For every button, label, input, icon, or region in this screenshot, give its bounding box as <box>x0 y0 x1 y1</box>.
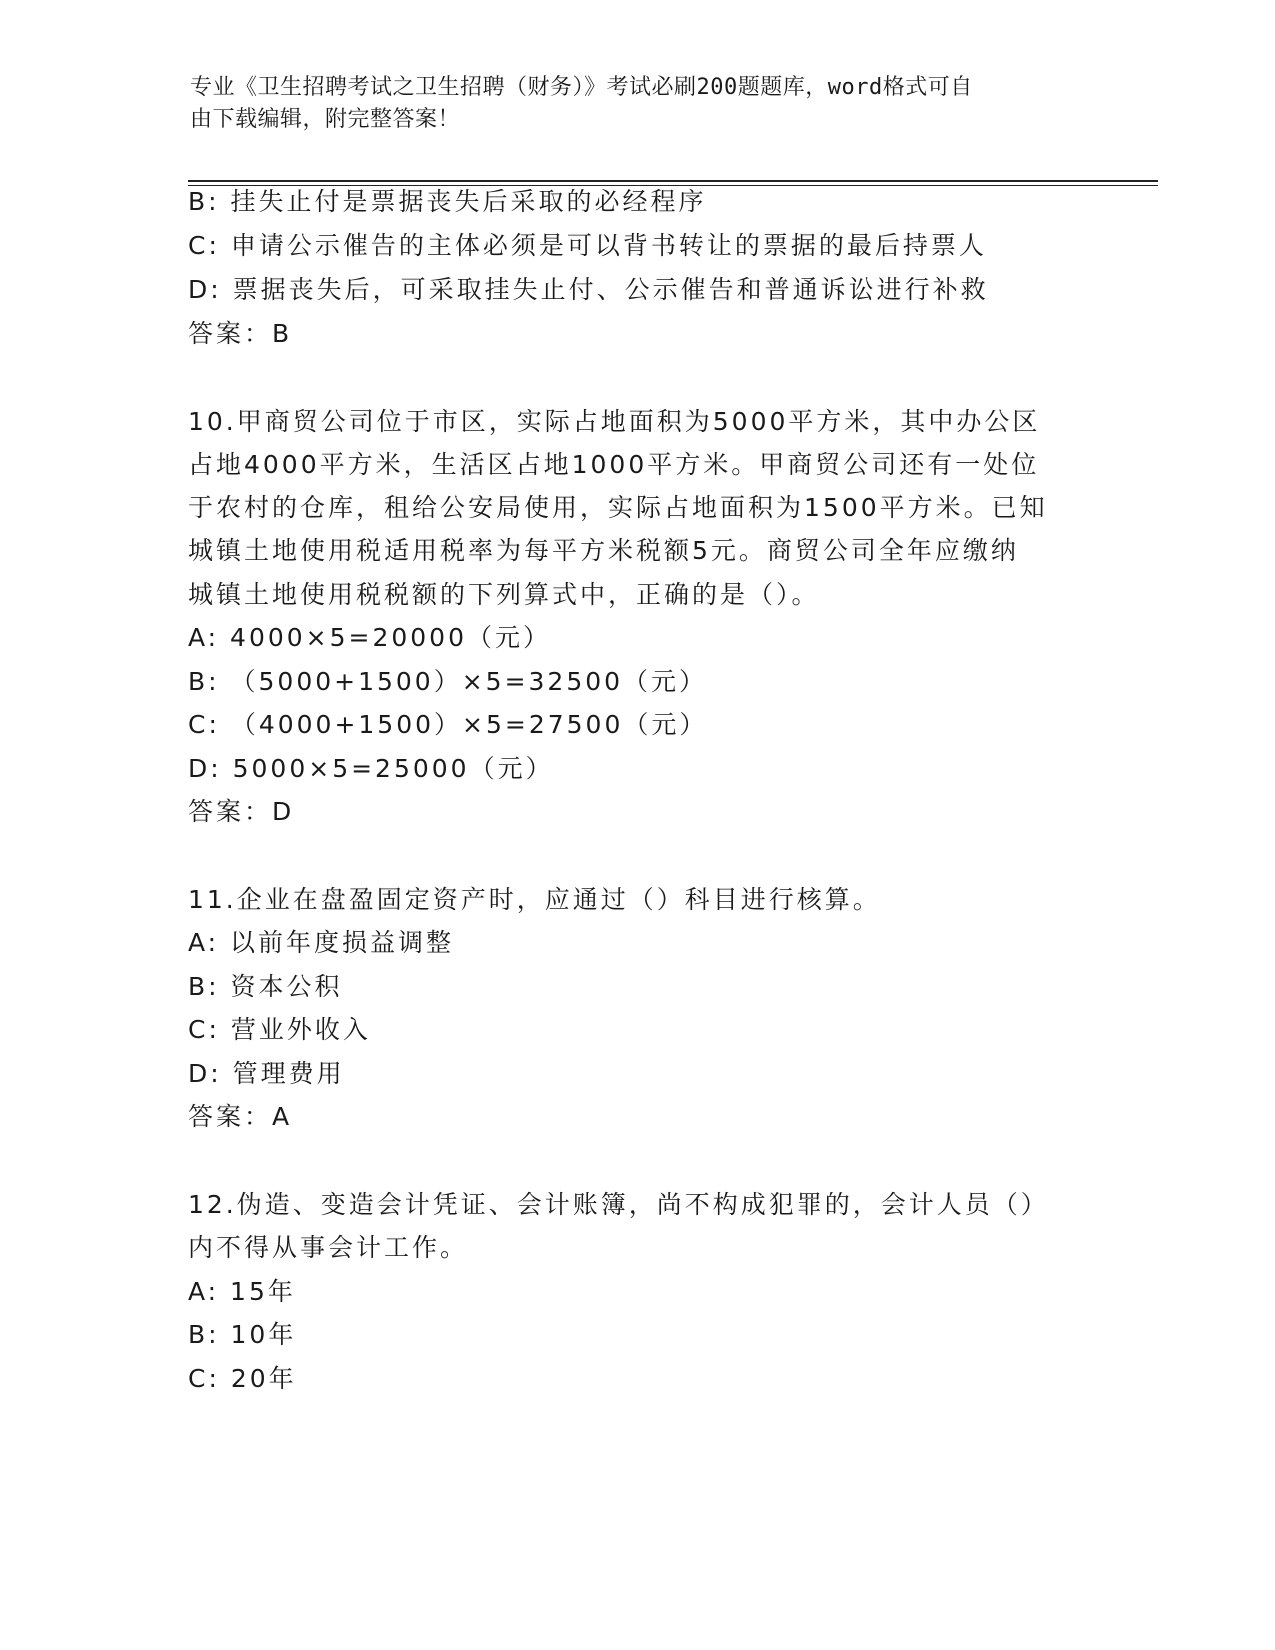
q10-answer: 答案：D <box>188 797 295 826</box>
q11-answer: 答案：A <box>188 1102 293 1131</box>
q10-stem-line-3: 于农村的仓库，租给公安局使用，实际占地面积为1500平方米。已知 <box>188 493 1048 522</box>
q10-option-a: A: 4000×5=20000（元） <box>188 623 551 652</box>
q12-option-b: B: 10年 <box>188 1320 297 1349</box>
q10-option-d: D: 5000×5=25000（元） <box>188 754 554 783</box>
q10-stem-line-2: 占地4000平方米，生活区占地1000平方米。甲商贸公司还有一处位 <box>188 450 1040 479</box>
header-line-1: 专业《卫生招聘考试之卫生招聘（财务）》考试必刷200题题库，word格式可自 <box>190 75 973 100</box>
q11-option-d: D: 管理费用 <box>188 1059 345 1088</box>
q12-stem-line-1: 12.伪造、变造会计凭证、会计账簿，尚不构成犯罪的，会计人员（） <box>188 1190 1049 1219</box>
q10-stem-line-4: 城镇土地使用税适用税率为每平方米税额5元。商贸公司全年应缴纳 <box>188 536 1019 565</box>
q12-option-a: A: 15年 <box>188 1277 296 1306</box>
q11-option-b: B: 资本公积 <box>188 972 343 1001</box>
q10-option-b: B: （5000+1500）×5=32500（元） <box>188 667 708 696</box>
q11-stem-line-1: 11.企业在盘盈固定资产时，应通过（）科目进行核算。 <box>188 885 881 914</box>
q9-answer: 答案：B <box>188 319 293 348</box>
q11-option-a: A: 以前年度损益调整 <box>188 928 455 957</box>
header-line-2: 由下载编辑，附完整答案！ <box>190 107 461 132</box>
document-header <box>190 72 1090 136</box>
q11-option-c: C: 营业外收入 <box>188 1015 371 1044</box>
q12-option-c: C: 20年 <box>188 1364 297 1393</box>
q9-option-d: D: 票据丧失后，可采取挂失止付、公示催告和普通诉讼进行补救 <box>188 275 989 304</box>
q10-stem-line-1: 10.甲商贸公司位于市区，实际占地面积为5000平方米，其中办公区 <box>188 407 1041 436</box>
q10-option-c: C: （4000+1500）×5=27500（元） <box>188 710 708 739</box>
q9-option-b: B: 挂失止付是票据丧失后采取的必经程序 <box>188 187 707 216</box>
q10-stem-line-5: 城镇土地使用税税额的下列算式中，正确的是（）。 <box>188 580 820 609</box>
q12-stem-line-2: 内不得从事会计工作。 <box>188 1233 469 1262</box>
q9-option-c: C: 申请公示催告的主体必须是可以背书转让的票据的最后持票人 <box>188 231 987 260</box>
